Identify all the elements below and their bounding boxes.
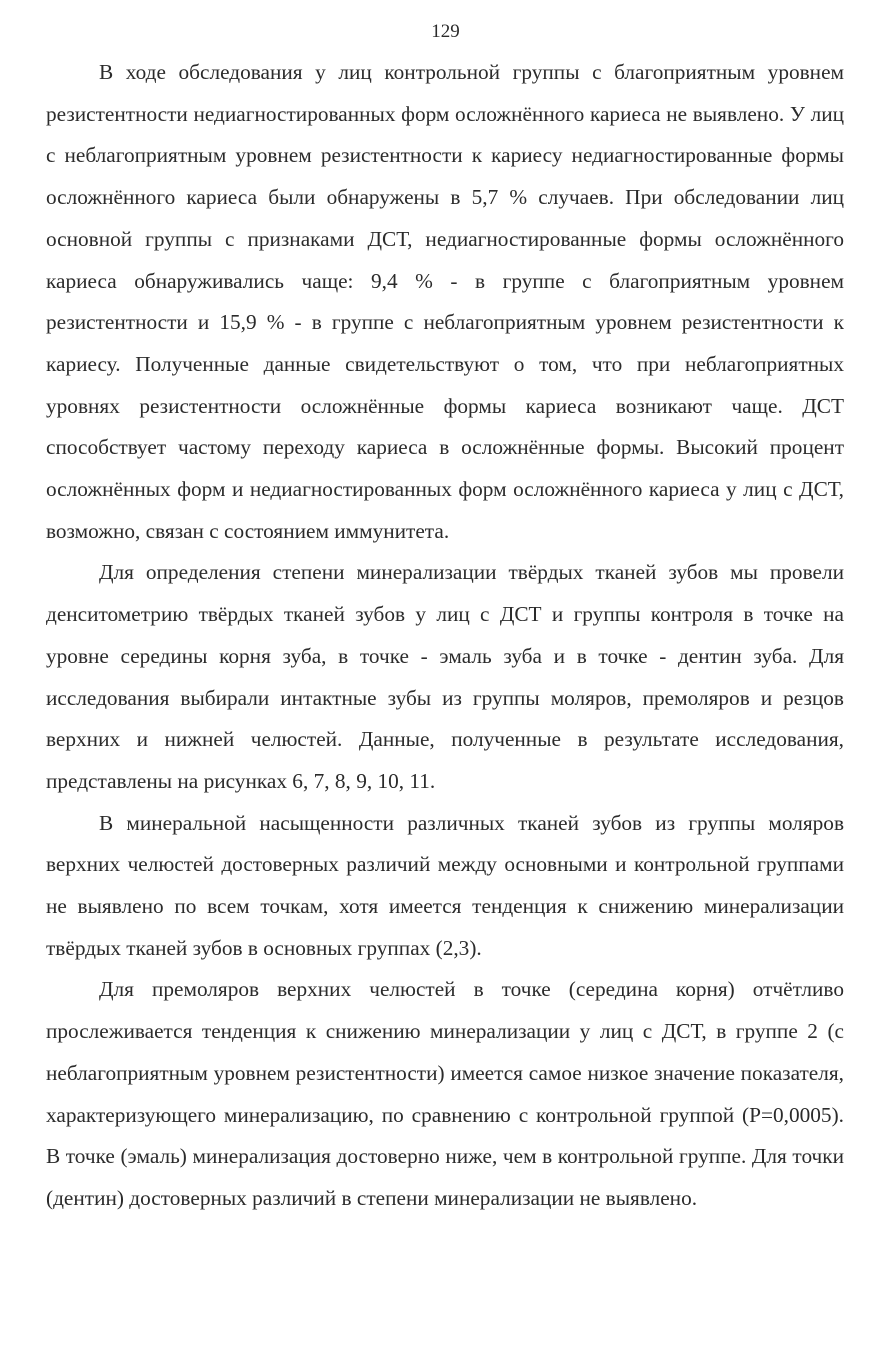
paragraph-upper-premolars: Для премоляров верхних челюстей в точке (середина корня) отчётливо прослеживается тенденция к снижению минерализации у лиц с ДСТ, в группе 2 (с неблагоприятным уровнем резистентности) имеется самое низкое значение показателя, характеризующего минерализацию, по сравнению с контрольной группой (Р=0,0005). В точке (эмаль) минерализация достоверно ниже, чем в контрольной группе. Для точки (дентин) достоверных различий в степени минерализации не выявлено. [46, 977, 844, 1210]
document-body [46, 52, 844, 1220]
paragraph-upper-molars: В минеральной насыщенности различных тканей зубов из группы моляров верхних челюстей достоверных различий между основными и контрольной группами не выявлено по всем точкам, хотя имеется тенденция к снижению минерализации твёрдых тканей зубов в основных группах (2,3). [46, 810, 844, 960]
paragraph-complicated-caries: В ходе обследования у лиц контрольной группы с благоприятным уровнем резистентности недиагностированных форм осложнённого кариеса не выявлено. У лиц с неблагоприятным уровнем резистентности к кариесу недиагностированные формы осложнённого кариеса были обнаружены в 5,7 % случаев. При обследовании лиц основной группы с признаками ДСТ, недиагностированные формы осложнённого кариеса обнаруживались чаще: 9,4 % - в группе с благоприятным уровнем резистентности и 15,9 % - в группе с неблагоприятным уровнем резистентности к кариесу. Полученные данные свидетельствуют о том, что при неблагоприятных уровнях резистентности осложнённые формы кариеса возникают чаще. ДСТ способствует частому переходу кариеса в осложнённые формы. Высокий процент осложнённых форм и недиагностированных форм осложнённого кариеса у лиц с ДСТ, возможно, связан с состоянием иммунитета. [46, 60, 844, 543]
page-number: 129 [431, 21, 460, 42]
paragraph-densitometry-method: Для определения степени минерализации твёрдых тканей зубов мы провели денситометрию твёрдых тканей зубов у лиц с ДСТ и группы контроля в точке на уровне середины корня зуба, в точке - эмаль зуба и в точке - дентин зуба. Для исследования выбирали интактные зубы из группы моляров, премоляров и резцов верхних и нижней челюстей. Данные, полученные в результате исследования, представлены на рисунках 6, 7, 8, 9, 10, 11. [46, 560, 844, 793]
